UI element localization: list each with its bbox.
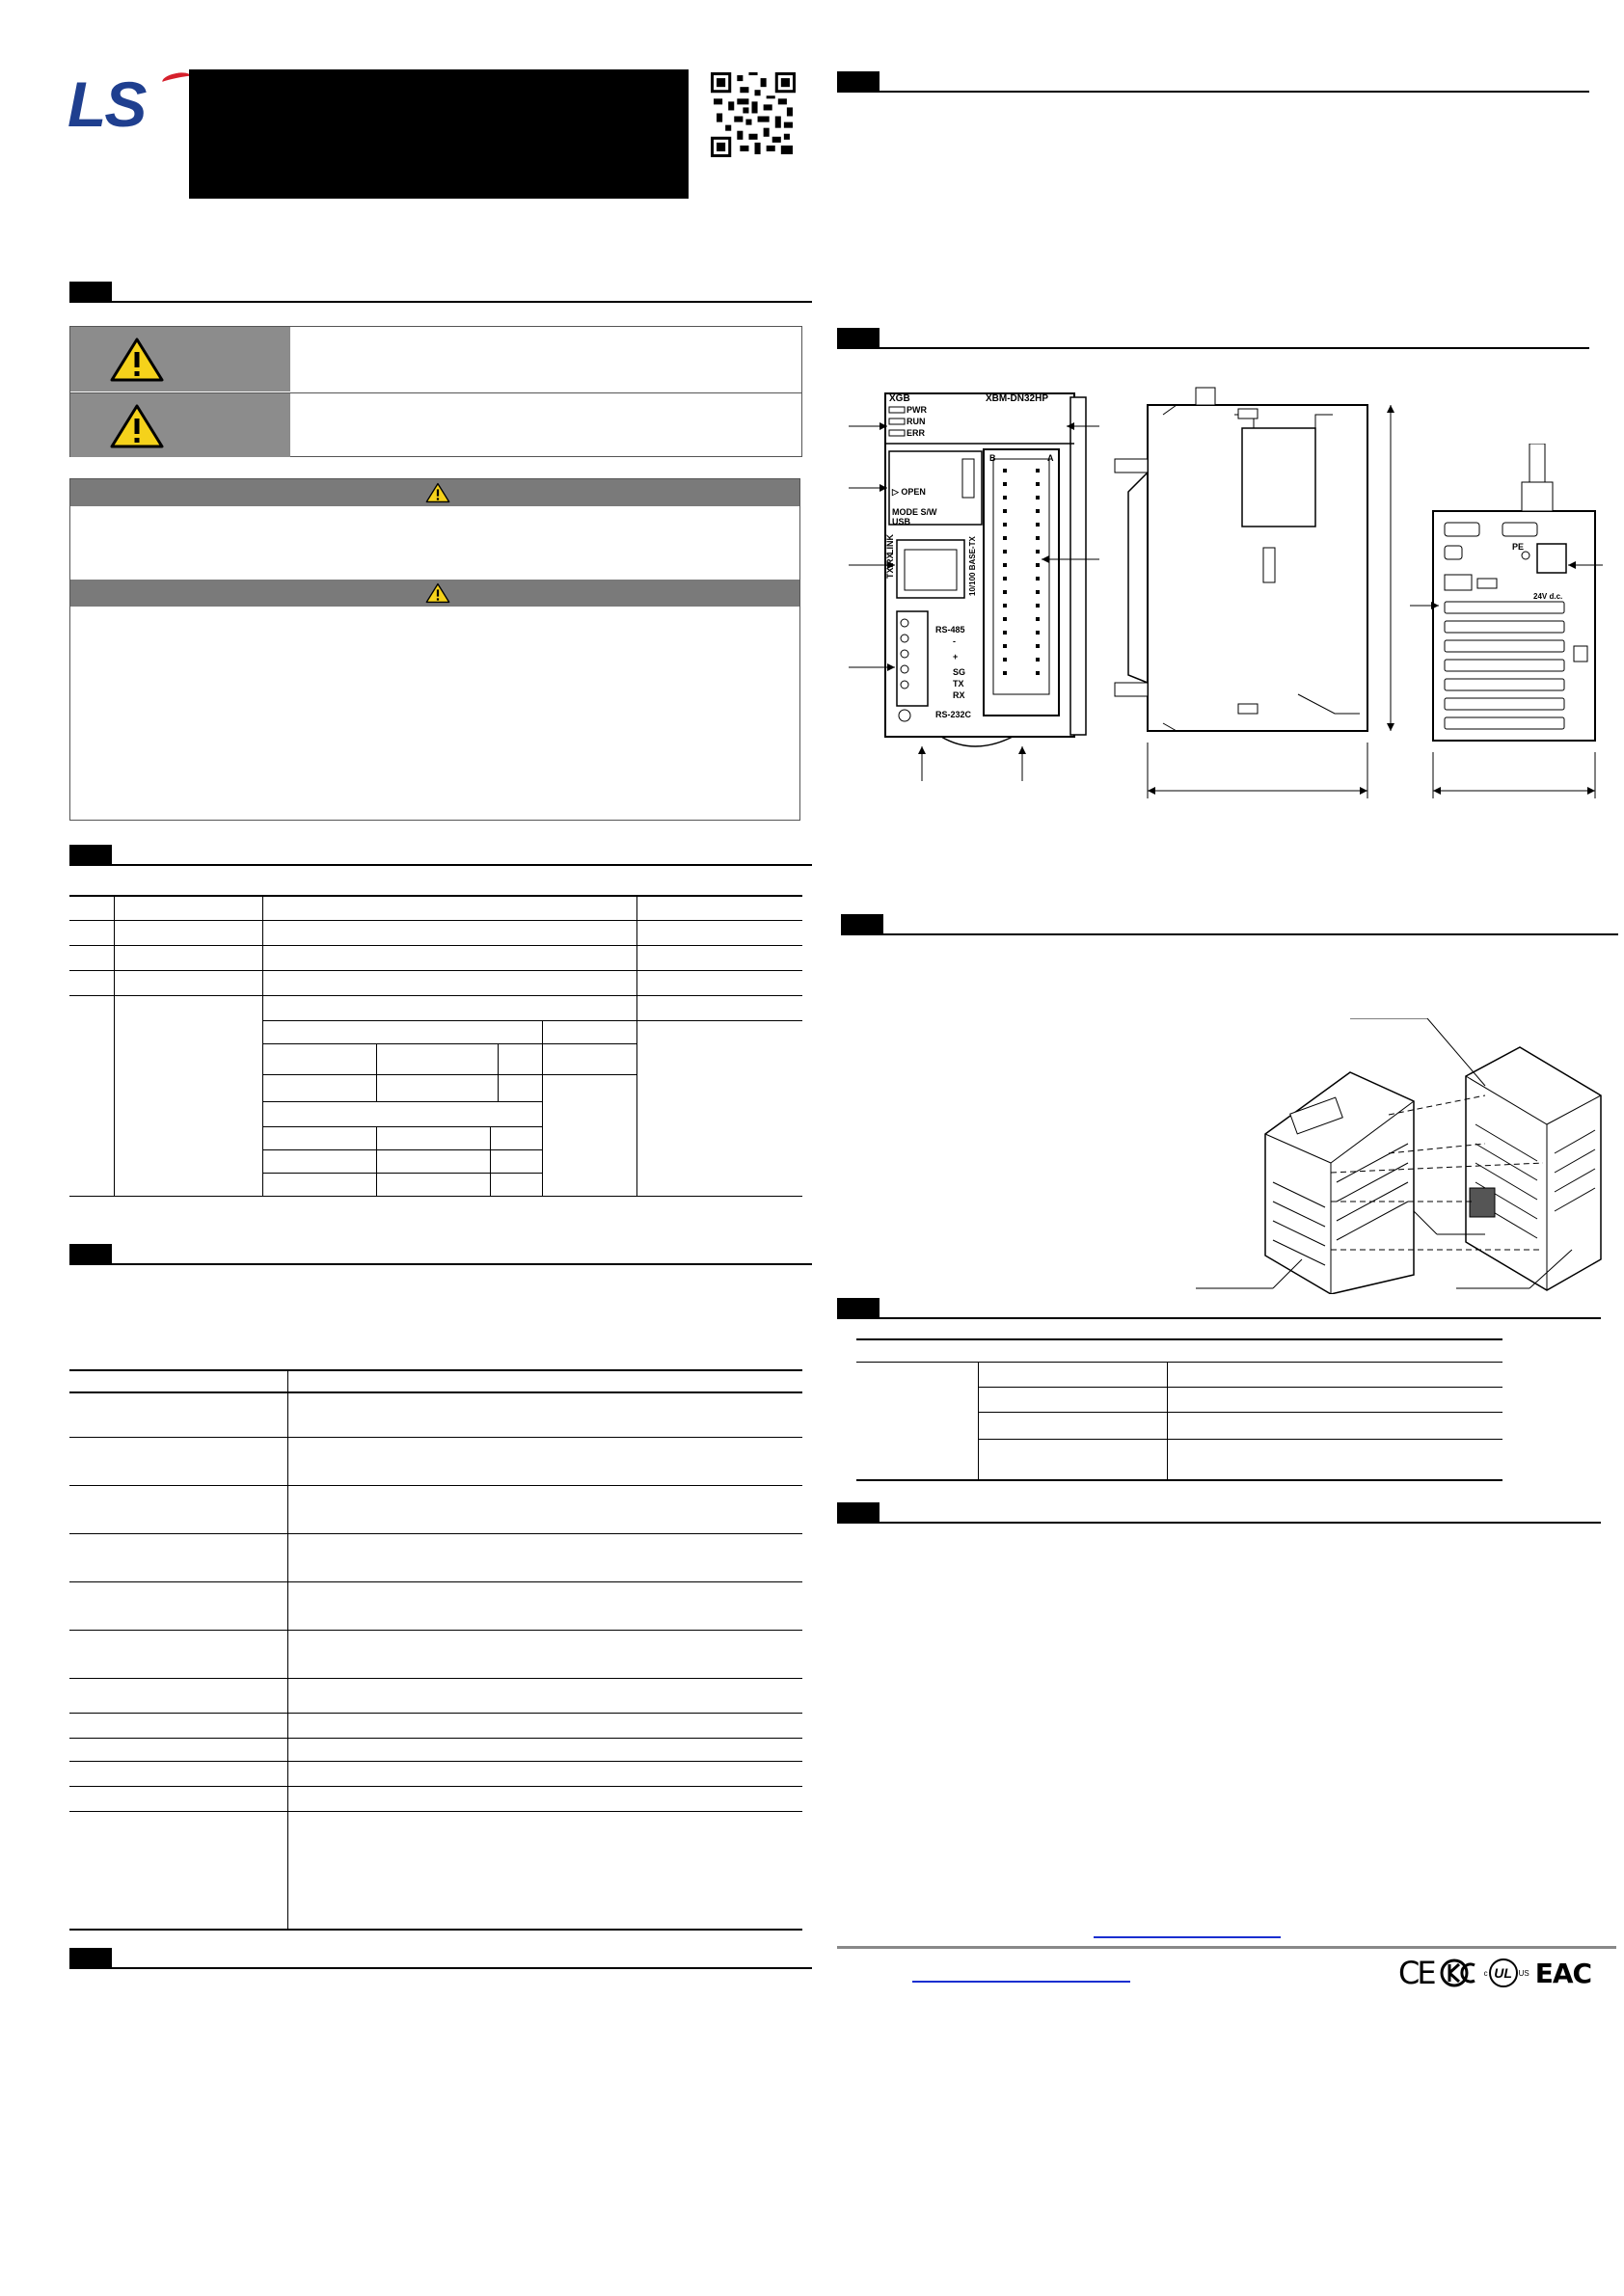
ul-mark-c: c <box>1483 1968 1488 1978</box>
ce-mark-icon: CE <box>1398 1955 1434 1991</box>
led-err: ERR <box>907 428 926 438</box>
section-header-9 <box>837 1502 1601 1524</box>
device-side-view <box>1080 386 1408 800</box>
support-link[interactable] <box>912 1981 1130 1983</box>
section-header-2 <box>69 845 812 866</box>
title-banner <box>189 69 689 199</box>
rs485-plus: + <box>953 652 959 662</box>
safety-notes-box <box>69 478 800 821</box>
caution-bar <box>70 580 799 607</box>
rs485-minus: - <box>953 636 956 646</box>
rs232-tx: TX <box>953 679 964 689</box>
section-header-5 <box>837 71 1589 93</box>
rs232-label: RS-232C <box>935 710 972 719</box>
website-link[interactable] <box>1094 1936 1281 1938</box>
logo-text: LS <box>68 68 146 140</box>
rs232-rx: RX <box>953 690 965 700</box>
footer-divider <box>837 1946 1616 1949</box>
ul-mark-us: US <box>1518 1968 1529 1978</box>
model-table <box>69 887 802 1225</box>
txrx-label: TX/RX <box>885 553 895 579</box>
certification-marks <box>1398 1956 1591 1990</box>
led-run: RUN <box>907 417 926 426</box>
kc-mark-icon <box>1440 1958 1478 1987</box>
device-model-name: XBM-DN32HP <box>986 393 1049 404</box>
warning-triangle-icon <box>425 482 450 503</box>
connector-b-label: B <box>989 453 996 463</box>
device-model-label: XGB <box>889 393 910 404</box>
signal-row-caution <box>70 392 801 457</box>
rs485-label: RS-485 <box>935 625 965 635</box>
warning-bar <box>70 479 799 506</box>
signal-label-cell <box>70 393 290 457</box>
signal-row-warning <box>70 327 801 392</box>
led-pwr: PWR <box>907 405 927 415</box>
section-header-4 <box>69 1948 812 1969</box>
warning-triangle-icon <box>109 403 165 449</box>
section-header-7 <box>841 914 1618 935</box>
spec-table <box>69 1369 802 1929</box>
qr-code-icon <box>711 72 796 157</box>
warning-triangle-icon <box>425 582 450 604</box>
usb-label: USB <box>892 517 911 527</box>
connector-a-label: A <box>1047 453 1054 463</box>
ethernet-label: 10/100 BASE-TX <box>968 536 977 596</box>
eac-mark-icon: EAC <box>1534 1957 1592 1989</box>
mode-switch-label: MODE S/W <box>892 507 937 517</box>
logo-swoosh-icon <box>161 70 192 88</box>
signal-word-table <box>69 326 802 457</box>
section-header-6 <box>837 328 1589 349</box>
section-header-3 <box>69 1244 812 1265</box>
link-label: LINK <box>885 534 895 554</box>
ul-mark-text: UL <box>1489 1958 1518 1987</box>
open-label: ▷ OPEN <box>892 487 926 497</box>
section-header-1 <box>69 282 812 303</box>
pe-label: PE <box>1512 542 1525 552</box>
section-header-8 <box>837 1298 1601 1319</box>
power-label: 24V d.c. <box>1533 592 1563 601</box>
expansion-connection-diagram <box>1196 1018 1620 1294</box>
accessory-table <box>856 1338 1502 1483</box>
rs232-sg: SG <box>953 667 966 677</box>
warning-triangle-icon <box>109 337 165 383</box>
ls-logo <box>68 68 193 145</box>
signal-label-cell <box>70 327 290 392</box>
ul-mark-icon <box>1484 1958 1529 1987</box>
device-end-view <box>1410 444 1603 800</box>
